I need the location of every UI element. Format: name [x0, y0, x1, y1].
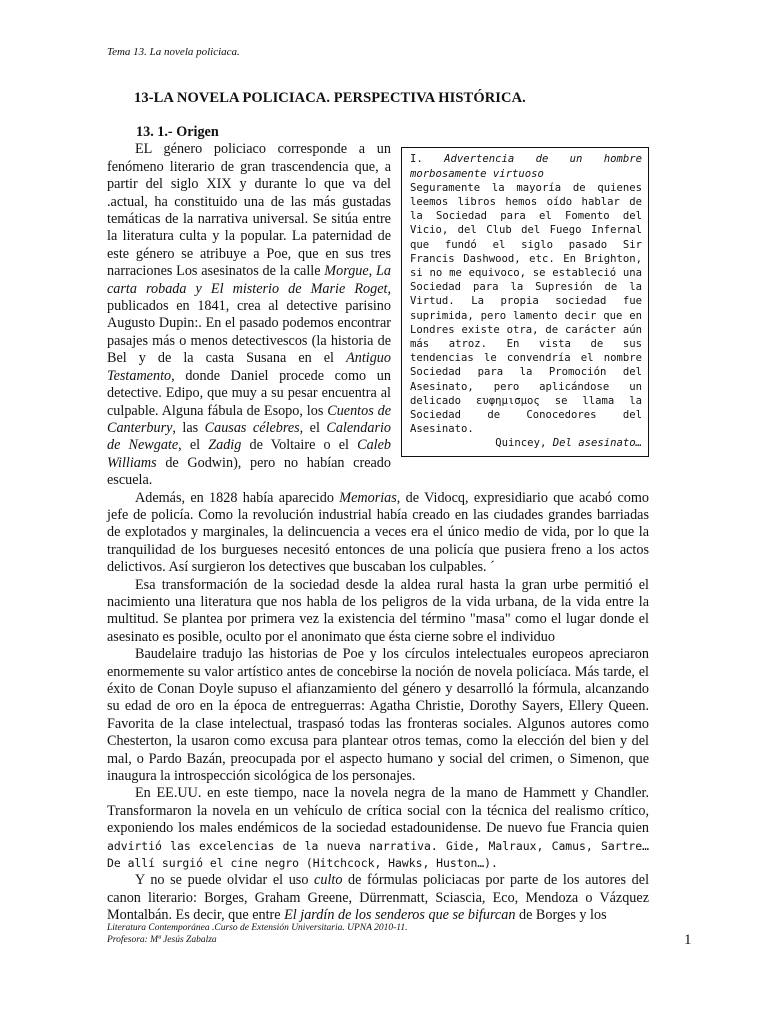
- quote-number: I.: [410, 153, 423, 166]
- quote-title: Advertencia de un hombre morbosamente virtuoso: [410, 153, 642, 180]
- paragraph-4: Baudelaire tradujo las historias de Poe y los círculos intelectuales europeos apreciaron enormemente su valor artístico antes de concebirse la noción de novela policíaca. Más tarde, el éxito de Conan Doyle supuso el afianzamiento del género y desarrolló la fórmula, alcanzando su edad de oro en la época de entreguerras: Agatha Christie, Dorothy Sayers, Ellery Queen. Favorita de la clase intelectual, traspasó todas las fronteras sociales. Algunos autores como Chesterton, la usaron como excusa para plantear otros temas, como la elección del bien y del mal, o Pardo Bazán, preocupada por el aspecto humano y social del crimen, o Simenon, que inaugura la introspección sicológica de los personajes.: [107, 646, 649, 785]
- paragraph-6: Y no se puede olvidar el uso culto de fórmulas policiacas por parte de los autores del canon literario: Borges, Graham Greene, Dürrenmatt, Sciascia, Eco, Mendoza o Vázquez Montalbán. Es decir, que entre El jardín de los senderos que se bifurcan de Borges y los: [107, 872, 650, 924]
- paragraph-5: En EE.UU. en este tiempo, nace la novela negra de la mano de Hammett y Chandler. Transformaron la novela en un vehículo de crítica social con la técnica del realismo crítico, exponiendo los males endémicos de la sociedad estadounidense. De nuevo fue Francia quien advirtió las excelencias de la nueva narrativa. Gide, Malraux, Camus, Sartre… De allí surgió el cine negro (Hitchcock, Hawks, Huston…).: [107, 785, 649, 871]
- footer-course: Literatura Contemporánea .Curso de Extensión Universitaria. UPNA 2010-11.: [107, 923, 408, 933]
- page-footer: [107, 922, 407, 946]
- paragraph-1: EL género policiaco corresponde a un fenómeno literario de gran trascendencia que, a partir del siglo XIX y durante lo que va del .actual, ha constituido una de las más gustadas temáticas de la narrativa universal. Se sitúa entre la literatura culta y la popular. La paternidad de este género se atribuye a Poe, que en sus tres narraciones Los asesinatos de la calle Morgue, La carta robada y El misterio de Marie Roget, publicados en 1841, crea al detective parisino Augusto Dupin:. En el pasado podemos encontrar pasajes más o menos detectivescos (la historia de Bel y de la casta Susana en el Antiguo Testamento, donde Daniel procede como un detective. Edipo, que muy a su pesar encuentra al culpable. Alguna fábula de Esopo, los Cuentos de Canterbury, las Causas célebres, el Calendario de Newgate, el Zadig de Voltaire o el Caleb Williams de Godwin), pero no habían creado escuela.: [107, 141, 392, 489]
- page-number: 1: [684, 932, 692, 948]
- document-body: [107, 124, 649, 925]
- paragraph-2: Además, en 1828 había aparecido Memorias, de Vidocq, expresidiario que acabó como jefe de policía. Como la revolución industrial había creado en las ciudades grandes barriadas de explotados y marginales, la delincuencia a veces era el único medio de vida, por lo que la tranquilidad de los burgueses necesitó entonces de una policía que pusiera freno a los actos delictivos. Así surgieron los detectives que buscaban los culpables. ´: [107, 489, 649, 576]
- footer-teacher: Profesora: Mª Jesús Zabalza: [107, 935, 217, 945]
- quote-sidebox: [401, 147, 649, 456]
- quote-body: Seguramente la mayoría de quienes leemos libros hemos oído hablar de la Sociedad para el Fomento del Vicio, del Club del Fuego Infernal que fundó el siglo pasado Sir Francis Dashwood, etc. En Brighton, si no me equivoco, se estableció una Sociedad para la Supresión de la Virtud. La propia sociedad fue suprimida, pero lamento decir que en Londres existe otra, de carácter aún más atroz. En vista de sus tendencias le convendría el nombre Sociedad para la Promoción del Asesinato, pero aplicándose un delicado ευφημισμος se llama la Sociedad de Conocedores del Asesinato.: [410, 181, 642, 436]
- paragraph-3: Esa transformación de la sociedad desde la aldea rural hasta la gran urbe permitió el nacimiento una literatura que nos habla de los peligros de la vida urbana, de la vida entre la multitud. Se plantea por primera vez la existencia del término "masa" como el lugar donde el asesinato es posible, oculto por el anonimato que ésta cierne sobre el individuo: [107, 576, 649, 645]
- running-header: Tema 13. La novela policiaca.: [107, 46, 240, 58]
- quote-heading: [410, 152, 642, 180]
- quote-attribution: Quincey, Del asesinato…: [495, 437, 642, 450]
- section-heading: 13. 1.- Origen: [136, 124, 219, 140]
- document-title: 13-LA NOVELA POLICIACA. PERSPECTIVA HISTÓRICA.: [134, 90, 526, 106]
